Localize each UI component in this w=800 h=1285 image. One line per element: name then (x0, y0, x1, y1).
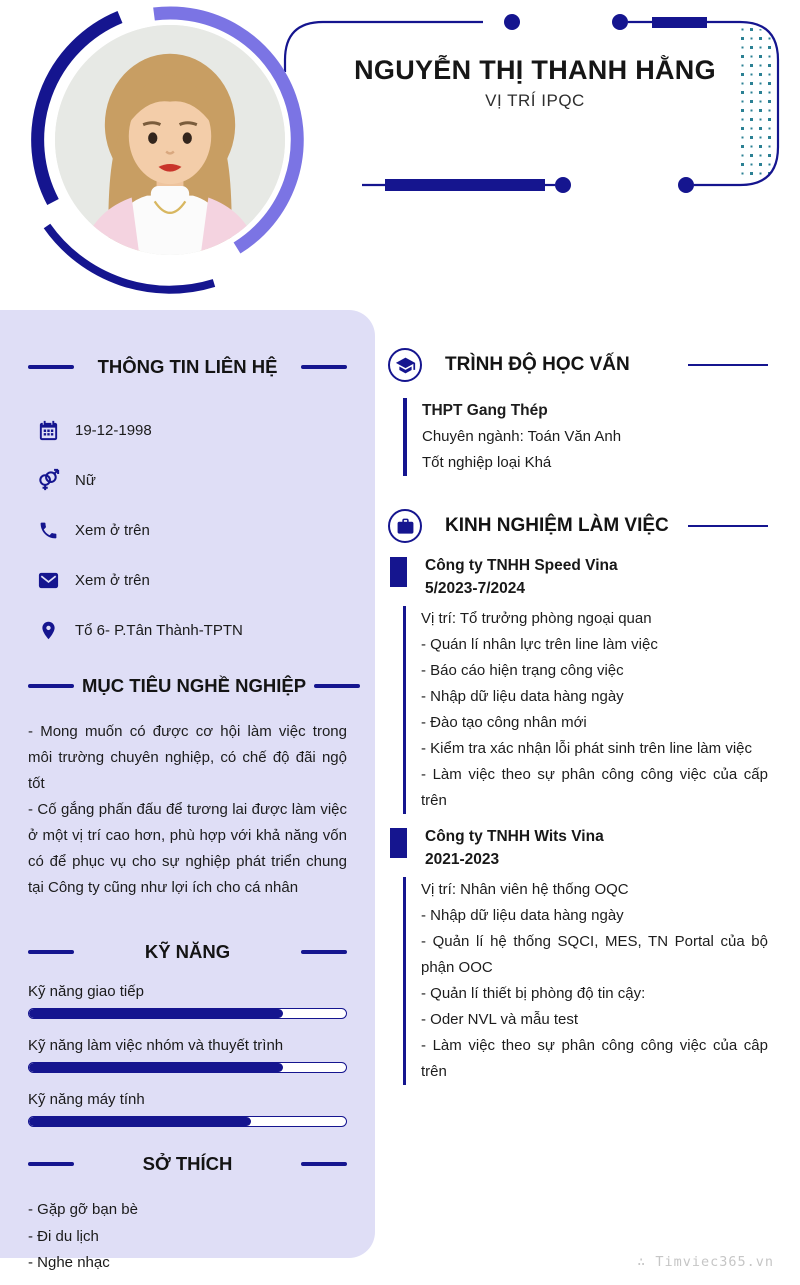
skill-bar-fill (29, 1117, 251, 1126)
section-title: TRÌNH ĐỘ HỌC VẤN (445, 354, 630, 375)
job-detail-line: - Nhập dữ liệu data hàng ngày (421, 907, 624, 924)
job-detail-line: - Kiểm tra xác nhận lỗi phát sinh trên line làm việc (421, 740, 752, 757)
experience-section-header (388, 509, 768, 543)
contact-text: Tổ 6- P.Tân Thành-TPTN (75, 622, 243, 639)
gender-icon (36, 468, 61, 493)
contact-item-email (36, 568, 353, 593)
calendar-icon (36, 418, 61, 443)
phone-icon (36, 518, 61, 543)
section-title: SỞ THÍCH (142, 1153, 233, 1174)
section-title: THÔNG TIN LIÊN HỆ (97, 356, 278, 377)
skill-bar (28, 1062, 347, 1073)
experience-entry (388, 825, 768, 1085)
section-line (688, 525, 768, 527)
hobby-item: - Đi du lịch (28, 1227, 99, 1245)
company-name: Công ty TNHH Wits Vina (425, 828, 604, 845)
job-detail-line: Vị trí: Nhân viên hệ thống OQC (421, 881, 629, 898)
job-header (388, 825, 768, 871)
hobby-item: - Gặp gỡ bạn bè (28, 1201, 138, 1218)
email-icon (36, 568, 61, 593)
skills-section-heading (28, 941, 347, 963)
contact-text: Nữ (75, 472, 96, 489)
heading-dash-left (28, 684, 74, 688)
job-bullet (390, 557, 407, 587)
job-details (403, 606, 768, 814)
company-name: Công ty TNHH Speed Vina (425, 557, 618, 574)
job-detail-line: - Quản lí thiết bị phòng độ tin cậy: (421, 985, 646, 1002)
job-detail-line: - Nhập dữ liệu data hàng ngày (421, 688, 624, 705)
objective-paragraph: - Cố gắng phấn đấu để tương lai được làm việc ở một vị trí cao hơn, phù hợp với khả năng vốn có để phục vụ cho sự nghiệp phát triển chung tại Công ty cũng như lợi ích cho cá nhân (28, 801, 347, 896)
heading-dash-right (301, 1162, 347, 1166)
skills-list (28, 983, 347, 1127)
skill-item (28, 1091, 347, 1127)
education-detail: Tốt nghiệp loại Khá (422, 454, 552, 471)
objective-paragraph: - Mong muốn có được cơ hội làm việc trong môi trường chuyên nghiệp, có chế độ đãi ngộ tốt (28, 723, 347, 792)
education-entry (403, 398, 768, 476)
contact-item-address (36, 618, 353, 643)
briefcase-icon (388, 509, 422, 543)
skill-item (28, 1037, 347, 1073)
experience-entry (388, 554, 768, 814)
heading-dash-left (28, 365, 74, 369)
section-title: MỤC TIÊU NGHỀ NGHIỆP (82, 675, 307, 696)
skill-bar-fill (29, 1009, 283, 1018)
contact-text: Xem ở trên (75, 572, 150, 589)
job-header (388, 554, 768, 600)
hobbies-list (28, 1197, 347, 1277)
contact-text: 19-12-1998 (75, 422, 152, 439)
job-period: 5/2023-7/2024 (425, 580, 525, 597)
job-detail-line: - Làm việc theo sự phân công công việc của câp trên (421, 1037, 768, 1080)
education-section-header (388, 348, 768, 382)
heading-dash-right (301, 950, 347, 954)
job-detail-line: Vị trí: Tổ trưởng phòng ngoại quan (421, 610, 652, 627)
job-detail-line: - Đào tạo công nhân mới (421, 714, 587, 731)
skill-bar (28, 1008, 347, 1019)
objective-text (28, 719, 347, 901)
school-name: THPT Gang Thép (422, 402, 548, 419)
watermark: ∴ Timviec365.vn (637, 1254, 774, 1270)
objective-section-heading (28, 675, 347, 697)
contact-text: Xem ở trên (75, 522, 150, 539)
skill-bar (28, 1116, 347, 1127)
sidebar (0, 310, 375, 1271)
candidate-position: VỊ TRÍ IPQC (485, 91, 585, 110)
heading-dash-right (314, 684, 360, 688)
contact-item-birthday (36, 418, 353, 443)
heading-dash-right (301, 365, 347, 369)
hobby-item: - Nghe nhạc (28, 1254, 110, 1271)
hobbies-section-heading (28, 1153, 347, 1175)
job-detail-line: - Oder NVL và mẫu test (421, 1011, 579, 1028)
candidate-name: NGUYỄN THỊ THANH HẰNG (354, 55, 716, 85)
heading-dash-left (28, 950, 74, 954)
skill-label: Kỹ năng làm việc nhóm và thuyết trình (28, 1037, 284, 1054)
job-detail-line: - Quán lí nhân lực trên line làm việc (421, 636, 658, 653)
job-details (403, 877, 768, 1085)
skill-item (28, 983, 347, 1019)
profile-photo (55, 25, 285, 255)
job-detail-line: - Báo cáo hiện trạng công việc (421, 662, 624, 679)
portrait-illustration (55, 25, 285, 255)
job-detail-line: - Làm việc theo sự phân công công việc của cấp trên (421, 766, 768, 809)
job-bullet (390, 828, 407, 858)
job-period: 2021-2023 (425, 851, 500, 868)
contact-item-phone (36, 518, 353, 543)
skill-bar-fill (29, 1063, 283, 1072)
contact-list (36, 418, 353, 643)
heading-dash-left (28, 1162, 74, 1166)
section-title: KỸ NĂNG (144, 941, 231, 962)
main-column (388, 348, 768, 1085)
graduation-cap-icon (388, 348, 422, 382)
skill-label: Kỹ năng máy tính (28, 1091, 145, 1108)
skill-label: Kỹ năng giao tiếp (28, 983, 144, 1000)
location-icon (36, 618, 61, 643)
section-title: KINH NGHIỆM LÀM VIỆC (445, 515, 669, 536)
education-detail: Chuyên ngành: Toán Văn Anh (422, 428, 622, 445)
job-detail-line: - Quản lí hệ thống SQCI, MES, TN Portal của bộ phận OOC (421, 933, 768, 976)
contact-item-gender (36, 468, 353, 493)
contact-section-heading (28, 356, 347, 378)
section-line (688, 364, 768, 366)
